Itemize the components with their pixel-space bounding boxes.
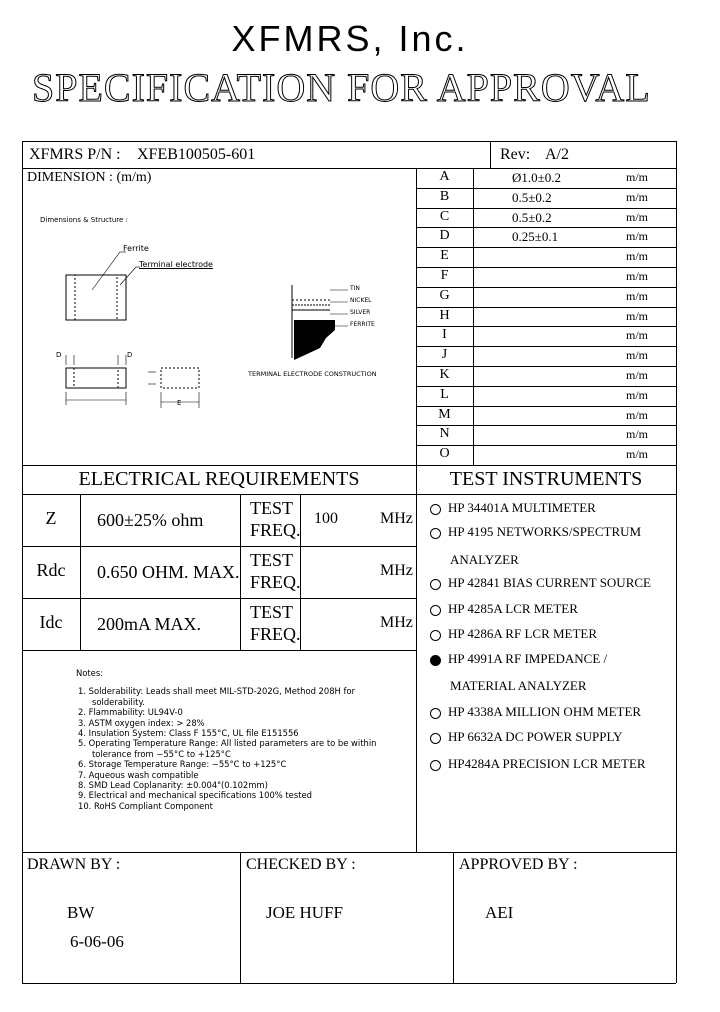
frequency-unit: MHz xyxy=(380,562,413,579)
terminal-electrode-label: Terminal electrode xyxy=(139,260,213,269)
dimension-row xyxy=(416,445,676,465)
freq-label: FREQ. xyxy=(250,572,301,592)
dimension-unit: m/m xyxy=(626,229,649,244)
radio-empty-icon[interactable] xyxy=(430,605,441,616)
radio-empty-icon[interactable] xyxy=(430,528,441,539)
dim-d-right-label: D xyxy=(127,351,133,359)
radio-empty-icon[interactable] xyxy=(430,504,441,515)
component-drawing xyxy=(30,210,410,410)
instrument-item[interactable] xyxy=(430,601,578,617)
dimension-letter: C xyxy=(439,208,450,224)
dimension-letter: L xyxy=(440,386,449,402)
dimension-letter: M xyxy=(438,406,451,422)
dimension-value: 0.25±0.1 xyxy=(512,229,559,245)
freq-label: FREQ. xyxy=(250,624,301,644)
dimension-row xyxy=(416,346,676,366)
checked-by-name: JOE HUFF xyxy=(266,903,343,922)
dimension-unit: m/m xyxy=(626,368,649,382)
revision-label: Rev: xyxy=(500,146,531,163)
dimension-row xyxy=(416,406,676,426)
dimension-unit: m/m xyxy=(626,387,649,402)
dimension-unit: m/m xyxy=(626,328,649,343)
note-item: 8. SMD Lead Coplanarity: ±0.004"(0.102mm) xyxy=(78,780,268,791)
electrical-symbol: Rdc xyxy=(36,560,66,580)
dimension-letter: J xyxy=(441,347,448,363)
radio-selected-icon[interactable] xyxy=(430,655,441,666)
checked-by-label: CHECKED BY : xyxy=(246,856,356,873)
dimension-unit: m/m xyxy=(626,407,649,422)
dimension-letter: I xyxy=(442,327,447,343)
dimension-letter: O xyxy=(439,446,450,462)
instrument-label: HP 4285A LCR METER xyxy=(448,601,578,616)
drawn-by-name: BW xyxy=(67,903,95,922)
layer-ferrite-label: FERRITE xyxy=(350,321,375,328)
dimension-row xyxy=(416,267,676,287)
dimension-row xyxy=(416,307,676,327)
note-item: 2. Flammability: UL94V-0 xyxy=(78,707,183,718)
instrument-label: HP 34401A MULTIMETER xyxy=(448,500,596,515)
notes-title: Notes: xyxy=(76,668,104,678)
freq-label: FREQ. xyxy=(250,520,301,540)
instrument-item[interactable] xyxy=(430,500,596,516)
dimension-unit: m/m xyxy=(626,209,649,224)
test-frequency: 100 xyxy=(314,510,338,527)
radio-empty-icon[interactable] xyxy=(430,579,441,590)
dimension-row xyxy=(416,247,676,267)
instrument-label: HP 42841 BIAS CURRENT SOURCE xyxy=(448,575,651,590)
document-title: SPECIFICATION FOR APPROVAL xyxy=(32,65,651,110)
dimension-row xyxy=(416,326,676,346)
note-item: 7. Aqueous wash compatible xyxy=(78,769,199,780)
note-item: 6. Storage Temperature Range: −55°C to +125°C xyxy=(78,759,287,770)
layer-tin-label: TIN xyxy=(350,285,360,292)
part-number: XFEB100505-601 xyxy=(137,146,256,163)
dimension-unit: m/m xyxy=(626,269,649,283)
drawn-date: 6-06-06 xyxy=(70,932,124,951)
dimension-letter: K xyxy=(439,367,450,382)
dimension-letter: D xyxy=(439,228,450,244)
dimension-row xyxy=(416,188,676,208)
dimension-letter: F xyxy=(440,268,449,283)
note-item: 5. Operating Temperature Range: All listed parameters are to be within tolerance from −55°C to +125°C xyxy=(78,738,377,759)
dimension-letter: E xyxy=(440,248,449,264)
instrument-label: HP 4991A RF IMPEDANCE / xyxy=(448,651,608,666)
dimension-letter: A xyxy=(439,169,450,184)
approved-by-name: AEI xyxy=(485,903,514,922)
dimension-row xyxy=(416,366,676,386)
instrument-label-continued: ANALYZER xyxy=(450,552,519,567)
part-number-label: XFMRS P/N : xyxy=(29,146,121,163)
ferrite-label: Ferrite xyxy=(123,244,149,253)
instruments-heading: TEST INSTRUMENTS xyxy=(449,468,643,490)
electrical-value: 600±25% ohm xyxy=(97,510,204,530)
dimension-letter: G xyxy=(439,287,450,303)
electrical-value: 0.650 OHM. MAX. xyxy=(97,562,240,582)
dimension-row xyxy=(416,168,676,188)
dimension-unit: m/m xyxy=(626,447,649,462)
electrical-symbol: Z xyxy=(45,508,57,528)
instrument-label: HP 4338A MILLION OHM METER xyxy=(448,704,642,719)
company-name: XFMRS, Inc. xyxy=(231,18,469,59)
notes-block xyxy=(76,668,382,811)
dimension-value: 0.5±0.2 xyxy=(512,189,552,205)
instrument-item[interactable] xyxy=(430,756,646,772)
note-item: 10. RoHS Compliant Component xyxy=(78,800,213,811)
instrument-label: HP4284A PRECISION LCR METER xyxy=(448,756,646,771)
note-item: 9. Electrical and mechanical specifications 100% tested xyxy=(78,790,312,801)
test-label: TEST xyxy=(250,602,293,622)
frequency-unit: MHz xyxy=(380,614,413,631)
dim-e-label: E xyxy=(177,399,182,407)
electrical-value: 200mA MAX. xyxy=(97,614,202,634)
drawing-caption: Dimensions & Structure : xyxy=(40,216,128,224)
dimension-row xyxy=(416,287,676,307)
dimension-value: 0.5±0.2 xyxy=(512,209,552,225)
note-item: 3. ASTM oxygen index: > 28% xyxy=(78,717,205,728)
dimension-unit: m/m xyxy=(626,288,649,303)
dimension-letter: B xyxy=(439,188,450,204)
dimension-unit: m/m xyxy=(626,189,649,204)
note-item: 4. Insulation System: Class F 155°C, UL file E151556 xyxy=(78,728,299,739)
radio-empty-icon[interactable] xyxy=(430,708,441,719)
dimension-row xyxy=(416,227,676,247)
instrument-item[interactable] xyxy=(430,651,607,667)
instrument-label-continued: MATERIAL ANALYZER xyxy=(450,678,587,693)
instrument-item[interactable] xyxy=(430,704,641,720)
instrument-item[interactable] xyxy=(430,729,622,745)
dimension-letter: N xyxy=(439,426,450,442)
dimension-row xyxy=(416,208,676,228)
approved-by-label: APPROVED BY : xyxy=(459,856,578,873)
radio-empty-icon[interactable] xyxy=(430,760,441,771)
test-label: TEST xyxy=(250,498,293,518)
dimension-unit: m/m xyxy=(626,249,649,264)
dimension-row xyxy=(416,386,676,406)
note-item: 1. Solderability: Leads shall meet MIL-STD-202G, Method 208H for solderability. xyxy=(78,686,356,707)
radio-empty-icon[interactable] xyxy=(430,630,441,641)
dimension-unit: m/m xyxy=(626,308,649,323)
test-label: TEST xyxy=(250,550,293,570)
construction-caption: TERMINAL ELECTRODE CONSTRUCTION xyxy=(248,370,377,378)
radio-empty-icon[interactable] xyxy=(430,733,441,744)
dimension-value: Ø1.0±0.2 xyxy=(512,170,562,185)
drawn-by-label: DRAWN BY : xyxy=(27,856,121,873)
electrical-symbol: Idc xyxy=(39,612,63,632)
layer-silver-label: SILVER xyxy=(350,309,371,316)
frequency-unit: MHz xyxy=(380,510,413,527)
dimension-letter: H xyxy=(439,307,450,323)
electrical-heading: ELECTRICAL REQUIREMENTS xyxy=(78,468,360,490)
dim-d-left-label: D xyxy=(56,351,62,359)
layer-nickel-label: NICKEL xyxy=(350,297,372,304)
instrument-label: HP 6632A DC POWER SUPPLY xyxy=(448,729,623,744)
instrument-item[interactable] xyxy=(430,626,597,642)
dimension-unit: m/m xyxy=(626,170,649,184)
instrument-label: HP 4195 NETWORKS/SPECTRUM xyxy=(448,524,642,539)
dimension-label: DIMENSION : (m/m) xyxy=(27,170,152,185)
instrument-item[interactable] xyxy=(430,524,641,540)
dimension-unit: m/m xyxy=(626,348,649,363)
instrument-label: HP 4286A RF LCR METER xyxy=(448,626,598,641)
revision: A/2 xyxy=(545,146,569,163)
dimension-unit: m/m xyxy=(626,427,649,442)
dimension-row xyxy=(416,425,676,445)
instrument-item[interactable] xyxy=(430,575,651,591)
